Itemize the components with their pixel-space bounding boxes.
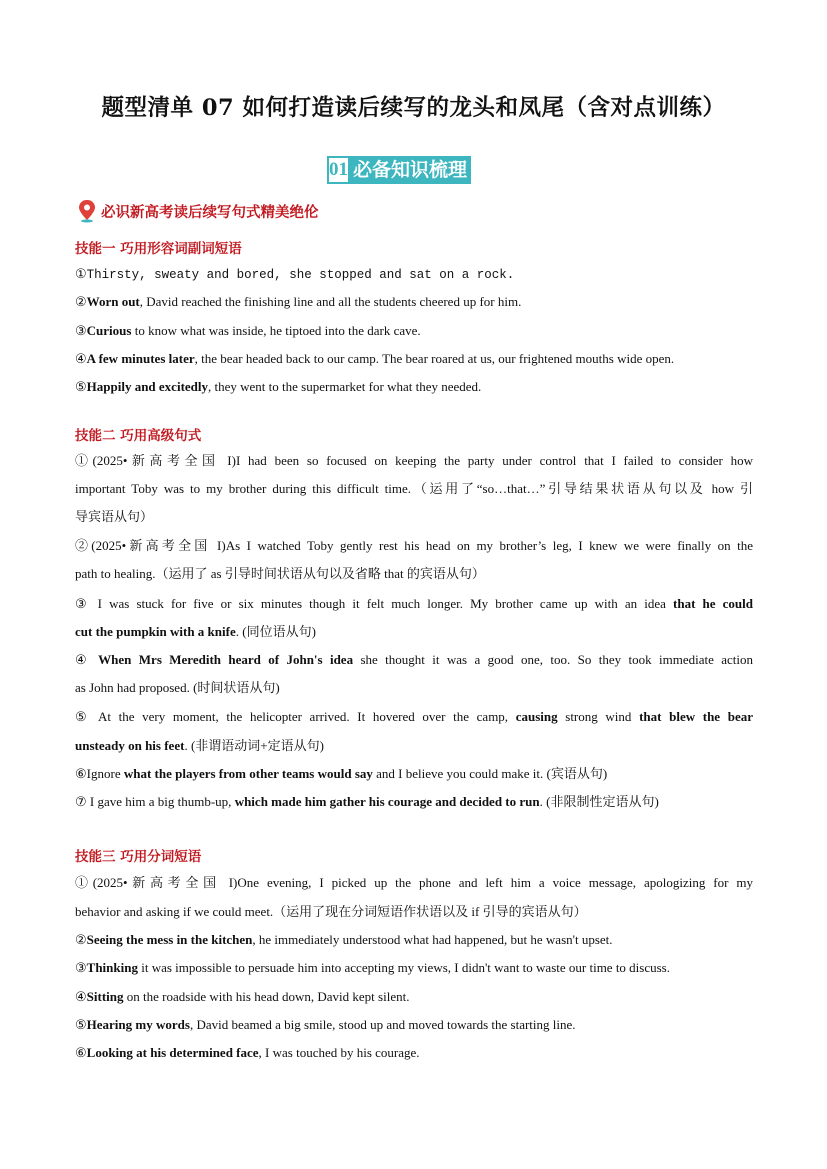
banner-number: 01 — [327, 156, 350, 184]
item-bold: Happily and excitedly — [86, 379, 209, 394]
skill3-item-5 — [75, 1015, 753, 1035]
skill2-item-2-line-1: ②(2025•新高考全国 I)As I watched Toby gently rest his head on my brother’s leg, I knew we were finally on the — [75, 538, 753, 553]
item-text: to know what was inside, he tiptoed into the dark cave. — [131, 323, 421, 338]
text: ⑦ I gave him a big thumb-up, — [75, 794, 235, 809]
text: . (非限制性定语从句) — [539, 794, 659, 809]
skill1-label: 技能一 巧用形容词副词短语 — [75, 241, 242, 257]
skill3-item-4 — [75, 987, 753, 1007]
item-text: , I was touched by his courage. — [258, 1045, 420, 1060]
skill1-item-2 — [75, 292, 753, 312]
text: ⑥Ignore — [75, 766, 124, 781]
item-text: Thirsty, sweaty and bored, she stopped and sat on a rock. — [86, 268, 515, 282]
item-number: ④ — [75, 989, 87, 1004]
bold-text: that he could — [673, 596, 753, 611]
text: . (同位语从句) — [235, 624, 316, 639]
item-number: ④ — [75, 652, 99, 667]
skill3-item-1-line-2: behavior and asking if we could meet.（运用了现在分词短语作状语以及 if 引导的宾语从句） — [75, 904, 587, 919]
section-heading-text: 必识新高考读后续写句式精美绝伦 — [101, 204, 319, 221]
item-text: , the bear headed back to our camp. The bear roared at us, our frightened mouths wide open. — [194, 351, 675, 366]
bold-text: cut the pumpkin with a knife — [75, 624, 236, 639]
skill3-item-1-line-1: ①(2025•新高考全国 I)One evening, I picked up the phone and left him a voice message, apologizing for my — [75, 875, 753, 890]
item-bold: Thinking — [86, 960, 138, 975]
item-text: it was impossible to persuade him into accepting my views, I didn't want to waste our time to discuss. — [137, 960, 670, 975]
section-banner — [327, 156, 471, 184]
item-text: , he immediately understood what had happened, but he wasn't upset. — [252, 932, 613, 947]
skill3-item-6 — [75, 1043, 753, 1063]
item-number: ② — [75, 932, 87, 947]
skill2-item-1-line-3: 导宾语从句） — [75, 509, 154, 524]
item-number: ③ — [75, 960, 87, 975]
text: strong wind — [557, 709, 640, 724]
text: she thought it was a good one, too. So they took immediate action — [353, 652, 753, 667]
skill3-label: 技能三 巧用分词短语 — [75, 849, 202, 865]
skill2-item-4-line-2: as John had proposed. (时间状语从句) — [75, 680, 280, 695]
item-bold: Looking at his determined face — [86, 1045, 259, 1060]
text: . (非谓语动词+定语从句) — [184, 738, 324, 753]
skill2-item-3-line-2 — [75, 622, 753, 642]
item-number: ⑤ — [75, 1017, 87, 1032]
bold-text: which made him gather his courage and decided to run — [234, 794, 540, 809]
bold-text: what the players from other teams would say — [123, 766, 373, 781]
item-number: ② — [75, 294, 87, 309]
skill2-item-5-line-1 — [75, 707, 753, 727]
text: ③ I was stuck for five or six minutes though it felt much longer. My brother came up with an idea — [75, 596, 674, 611]
location-pin-icon — [77, 199, 97, 223]
item-text: , they went to the supermarket for what they needed. — [208, 379, 482, 394]
item-bold: Seeing the mess in the kitchen — [86, 932, 253, 947]
skill2-label: 技能二 巧用高级句式 — [75, 428, 202, 444]
skill2-item-1-line-1: ①(2025•新高考全国 I)I had been so focused on keeping the party under control that I failed to consider how — [75, 453, 753, 468]
text: ⑤ At the very moment, the helicopter arrived. It hovered over the camp, — [75, 709, 516, 724]
skill2-item-7 — [75, 792, 753, 812]
item-bold: Worn out — [86, 294, 140, 309]
page-title: 题型清单 07 如何打造读后续写的龙头和凤尾（含对点训练） — [101, 95, 726, 121]
bold-text: that blew the bear — [639, 709, 753, 724]
item-text: , David reached the finishing line and all the students cheered up for him. — [139, 294, 522, 309]
banner-text: 必备知识梳理 — [350, 156, 471, 184]
skill3-item-2 — [75, 930, 753, 950]
item-bold: Hearing my words — [86, 1017, 190, 1032]
item-number: ④ — [75, 351, 87, 366]
bold-text: causing — [515, 709, 558, 724]
item-bold: Sitting — [86, 989, 124, 1004]
item-number: ① — [75, 266, 87, 281]
skill3-item-3 — [75, 958, 753, 978]
skill2-item-5-line-2 — [75, 736, 753, 756]
bold-text: unsteady on his feet — [75, 738, 185, 753]
skill1-item-5 — [75, 377, 753, 397]
item-bold: Curious — [86, 323, 132, 338]
item-number: ⑤ — [75, 379, 87, 394]
skill2-item-2-line-2: path to healing.（运用了 as 引导时间状语从句以及省略 that 的宾语从句） — [75, 566, 485, 581]
text: and I believe you could make it. (宾语从句) — [372, 766, 608, 781]
item-number: ⑥ — [75, 1045, 87, 1060]
bold-text: When Mrs Meredith heard of John's idea — [98, 652, 354, 667]
skill2-item-4-line-1 — [75, 650, 753, 670]
skill1-item-3 — [75, 321, 753, 341]
skill1-item-4 — [75, 349, 753, 369]
item-text: on the roadside with his head down, David kept silent. — [123, 989, 410, 1004]
item-bold: A few minutes later — [86, 351, 195, 366]
skill2-item-1-line-2: important Toby was to my brother during this difficult time.（运用了“so…that…”引导结果状语从句以及 how 引 — [75, 481, 753, 496]
item-number: ③ — [75, 323, 87, 338]
section-heading — [77, 199, 319, 223]
item-text: , David beamed a big smile, stood up and moved towards the starting line. — [189, 1017, 576, 1032]
skill2-item-6 — [75, 764, 753, 784]
skill2-item-3-line-1 — [75, 594, 753, 614]
skill1-item-1 — [75, 264, 753, 285]
